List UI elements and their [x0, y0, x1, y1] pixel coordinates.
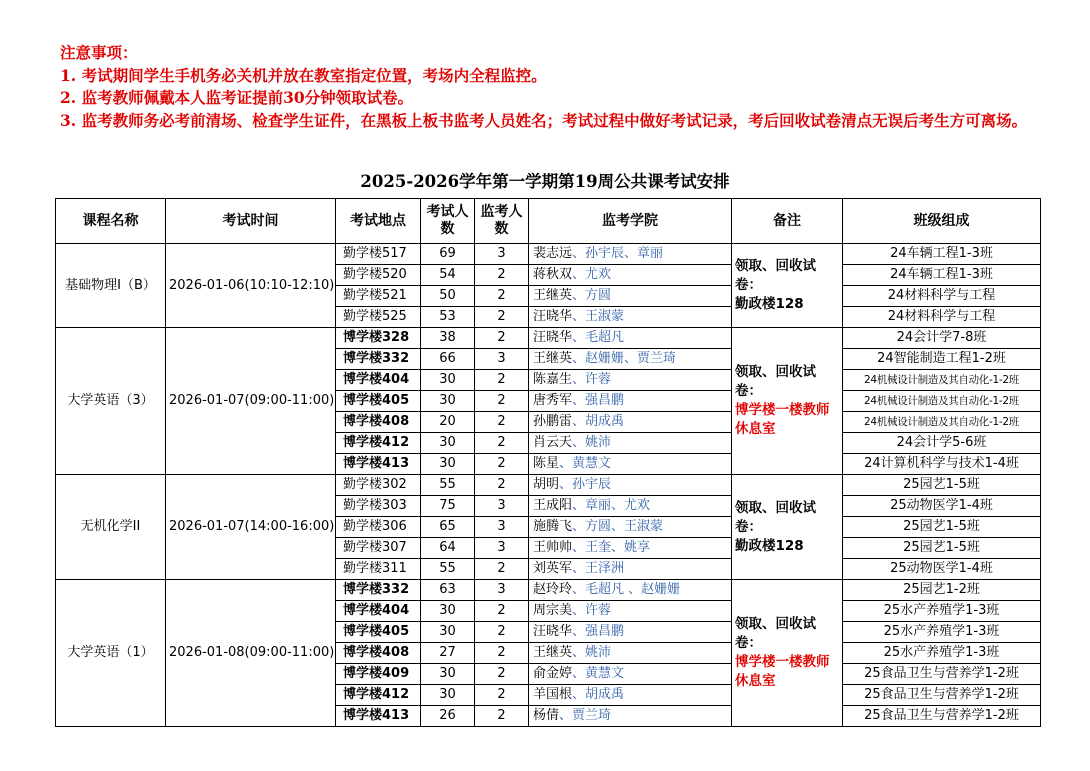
proctor-primary: 汪晓华 — [533, 624, 573, 639]
proctor-secondary: 姚沛 — [585, 435, 612, 450]
proctor-primary: 施腾飞 — [533, 519, 573, 534]
proctor-secondary: 孙宇辰 — [572, 477, 612, 492]
remark-cell — [732, 244, 843, 328]
proctor-secondary: 章丽、尤欢 — [585, 498, 651, 513]
page-title: 2025-2026学年第一学期第19周公共课考试安排 — [360, 172, 730, 191]
location-cell: 勤学楼517 — [336, 244, 421, 265]
name-separator: 、 — [559, 477, 573, 492]
class-composition-cell: 25水产养殖学1-3班 — [843, 643, 1041, 664]
proctor-count-cell: 2 — [475, 391, 529, 412]
header-time: 考试时间 — [166, 199, 336, 244]
class-composition-cell: 24机械设计制造及其自动化-1-2班 — [843, 412, 1041, 433]
class-composition-cell: 24车辆工程1-3班 — [843, 244, 1041, 265]
proctor-count-cell: 2 — [475, 265, 529, 286]
location-cell: 博学楼332 — [336, 580, 421, 601]
proctor-primary: 王继英 — [533, 288, 573, 303]
proctor-count-cell: 2 — [475, 307, 529, 328]
name-separator: 、 — [572, 687, 586, 702]
proctor-count-cell: 3 — [475, 244, 529, 265]
course-name-cell: 无机化学II — [56, 475, 166, 580]
remark-line: 领取、回收试卷： — [735, 364, 816, 399]
proctor-names-cell — [529, 517, 732, 538]
proctor-secondary: 尤欢 — [585, 267, 612, 282]
proctor-names-cell — [529, 706, 732, 727]
location-cell: 博学楼413 — [336, 454, 421, 475]
proctor-count-cell: 2 — [475, 286, 529, 307]
student-count-cell: 30 — [421, 601, 475, 622]
proctor-names-cell — [529, 433, 732, 454]
notice-item: 1. 考试期间学生手机务必关机并放在教室指定位置，考场内全程监控。 — [60, 65, 547, 85]
proctor-secondary: 许蓉 — [585, 372, 612, 387]
proctor-secondary: 许蓉 — [585, 603, 612, 618]
proctor-secondary: 黄慧文 — [585, 666, 625, 681]
proctor-names-cell — [529, 412, 732, 433]
proctor-names-cell — [529, 475, 732, 496]
class-composition-cell: 24材料科学与工程 — [843, 307, 1041, 328]
course-name-cell: 大学英语（1） — [56, 580, 166, 727]
student-count-cell: 55 — [421, 475, 475, 496]
header-college: 监考学院 — [529, 199, 732, 244]
proctor-names-cell — [529, 370, 732, 391]
notice-item: 3. 监考教师务必考前清场、检查学生证件，在黑板上板书监考人员姓名；考试过程中做好考试记录，考后回收试卷清点无误后考生方可离场。 — [60, 110, 1028, 130]
proctor-count-cell: 2 — [475, 685, 529, 706]
location-cell: 博学楼328 — [336, 328, 421, 349]
student-count-cell: 30 — [421, 433, 475, 454]
location-cell: 博学楼412 — [336, 685, 421, 706]
name-separator: 、 — [572, 624, 586, 639]
class-composition-cell: 24车辆工程1-3班 — [843, 265, 1041, 286]
student-count-cell: 27 — [421, 643, 475, 664]
location-cell: 勤学楼302 — [336, 475, 421, 496]
proctor-primary: 刘英军 — [533, 561, 573, 576]
student-count-cell: 69 — [421, 244, 475, 265]
proctor-primary: 杨倩 — [533, 708, 560, 723]
proctor-count-cell: 2 — [475, 559, 529, 580]
student-count-cell: 30 — [421, 685, 475, 706]
name-separator: 、 — [572, 309, 586, 324]
remark-line: 领取、回收试卷： — [735, 616, 816, 651]
proctor-primary: 陈星 — [533, 456, 560, 471]
proctor-count-cell: 2 — [475, 622, 529, 643]
header-students: 考试人数 — [421, 199, 475, 244]
name-separator: 、 — [572, 603, 586, 618]
name-separator: 、 — [572, 498, 586, 513]
class-composition-cell: 25动物医学1-4班 — [843, 559, 1041, 580]
proctor-secondary: 孙宇辰、章丽 — [585, 246, 664, 261]
proctor-count-cell: 2 — [475, 433, 529, 454]
student-count-cell: 63 — [421, 580, 475, 601]
class-composition-cell: 25园艺1-5班 — [843, 517, 1041, 538]
proctor-secondary: 王泽洲 — [585, 561, 625, 576]
location-cell: 勤学楼521 — [336, 286, 421, 307]
location-cell: 博学楼332 — [336, 349, 421, 370]
header-location: 考试地点 — [336, 199, 421, 244]
location-cell: 勤学楼520 — [336, 265, 421, 286]
proctor-primary: 陈嘉生 — [533, 372, 573, 387]
class-composition-cell: 24计算机科学与技术1-4班 — [843, 454, 1041, 475]
name-separator: 、 — [572, 435, 586, 450]
class-composition-cell: 25园艺1-5班 — [843, 475, 1041, 496]
student-count-cell: 26 — [421, 706, 475, 727]
proctor-names-cell — [529, 244, 732, 265]
table-row — [56, 580, 1041, 601]
location-cell: 博学楼408 — [336, 412, 421, 433]
remark-line: 领取、回收试卷： — [735, 499, 816, 535]
name-separator: 、 — [572, 288, 586, 303]
proctor-count-cell: 2 — [475, 370, 529, 391]
class-composition-cell: 25食品卫生与营养学1-2班 — [843, 706, 1041, 727]
proctor-secondary: 赵姗姗、贾兰琦 — [585, 351, 677, 366]
notice-heading: 注意事项： — [60, 43, 138, 62]
exam-time-cell: 2026-01-06(10:10-12:10) — [166, 244, 336, 328]
proctor-count-cell: 2 — [475, 664, 529, 685]
remark-cell — [732, 580, 843, 727]
class-composition-cell: 24机械设计制造及其自动化-1-2班 — [843, 391, 1041, 412]
student-count-cell: 30 — [421, 391, 475, 412]
exam-time-cell: 2026-01-08(09:00-11:00) — [166, 580, 336, 727]
exam-time-cell: 2026-01-07(09:00-11:00) — [166, 328, 336, 475]
name-separator: 、 — [559, 456, 573, 471]
name-separator: 、 — [572, 330, 586, 345]
proctor-count-cell: 2 — [475, 706, 529, 727]
header-row — [56, 199, 1041, 244]
location-cell: 博学楼405 — [336, 622, 421, 643]
location-cell: 博学楼404 — [336, 601, 421, 622]
proctor-names-cell — [529, 265, 732, 286]
proctor-count-cell: 2 — [475, 601, 529, 622]
class-composition-cell: 24会计学5-6班 — [843, 433, 1041, 454]
proctor-names-cell — [529, 349, 732, 370]
location-cell: 博学楼404 — [336, 370, 421, 391]
name-separator: 、 — [572, 393, 586, 408]
proctor-secondary: 王淑蒙 — [585, 309, 625, 324]
proctor-secondary: 胡成禹 — [585, 687, 625, 702]
proctor-count-cell: 2 — [475, 412, 529, 433]
location-cell: 勤学楼525 — [336, 307, 421, 328]
table-body — [56, 244, 1041, 727]
course-name-cell: 大学英语（3） — [56, 328, 166, 475]
proctor-count-cell: 3 — [475, 538, 529, 559]
proctor-secondary: 黄慧文 — [572, 456, 612, 471]
class-composition-cell: 25水产养殖学1-3班 — [843, 601, 1041, 622]
exam-time-cell: 2026-01-07(14:00-16:00) — [166, 475, 336, 580]
proctor-count-cell: 3 — [475, 517, 529, 538]
proctor-names-cell — [529, 391, 732, 412]
notice-item: 2. 监考教师佩戴本人监考证提前30分钟领取试卷。 — [60, 88, 414, 107]
name-separator: 、 — [572, 519, 586, 534]
class-composition-cell: 24会计学7-8班 — [843, 328, 1041, 349]
proctor-names-cell — [529, 307, 732, 328]
proctor-primary: 肖云天 — [533, 435, 573, 450]
proctor-count-cell: 2 — [475, 328, 529, 349]
proctor-primary: 王帅帅 — [533, 540, 573, 555]
student-count-cell: 55 — [421, 559, 475, 580]
proctor-primary: 孙鹏雷 — [533, 414, 573, 429]
student-count-cell: 66 — [421, 349, 475, 370]
proctor-primary: 王成阳 — [533, 498, 573, 513]
proctor-primary: 汪晓华 — [533, 309, 573, 324]
proctor-secondary: 毛超凡 — [585, 330, 625, 345]
proctor-names-cell — [529, 601, 732, 622]
proctor-secondary: 王奎、姚享 — [585, 540, 651, 555]
location-cell: 勤学楼303 — [336, 496, 421, 517]
proctor-primary: 蒋秋双 — [533, 267, 573, 282]
remark-cell — [732, 328, 843, 475]
proctor-primary: 唐秀军 — [533, 393, 573, 408]
proctor-primary: 汪晓华 — [533, 330, 573, 345]
class-composition-cell: 25食品卫生与营养学1-2班 — [843, 664, 1041, 685]
proctor-names-cell — [529, 538, 732, 559]
proctor-names-cell — [529, 622, 732, 643]
proctor-primary: 俞金婷 — [533, 666, 573, 681]
proctor-names-cell — [529, 559, 732, 580]
remark-location: 勤政楼128 — [735, 537, 804, 554]
proctor-names-cell — [529, 643, 732, 664]
proctor-secondary: 贾兰琦 — [572, 708, 612, 723]
location-cell: 博学楼405 — [336, 391, 421, 412]
proctor-count-cell: 2 — [475, 643, 529, 664]
name-separator: 、 — [572, 351, 586, 366]
proctor-names-cell — [529, 685, 732, 706]
proctor-names-cell — [529, 454, 732, 475]
location-cell: 勤学楼307 — [336, 538, 421, 559]
location-cell: 博学楼412 — [336, 433, 421, 454]
name-separator: 、 — [572, 666, 586, 681]
class-composition-cell: 25动物医学1-4班 — [843, 496, 1041, 517]
class-composition-cell: 24机械设计制造及其自动化-1-2班 — [843, 370, 1041, 391]
remark-cell — [732, 475, 843, 580]
student-count-cell: 30 — [421, 622, 475, 643]
name-separator: 、 — [572, 645, 586, 660]
location-cell: 勤学楼306 — [336, 517, 421, 538]
course-name-cell: 基础物理I（B） — [56, 244, 166, 328]
table-row — [56, 244, 1041, 265]
proctor-primary: 胡明 — [533, 477, 560, 492]
proctor-names-cell — [529, 664, 732, 685]
proctor-count-cell: 3 — [475, 496, 529, 517]
proctor-secondary: 姚沛 — [585, 645, 612, 660]
proctor-secondary: 胡成禹 — [585, 414, 625, 429]
notice-block — [60, 42, 1035, 132]
proctor-names-cell — [529, 580, 732, 601]
proctor-secondary: 毛超凡 、赵姗姗 — [585, 582, 681, 597]
location-cell: 博学楼413 — [336, 706, 421, 727]
proctor-count-cell: 2 — [475, 454, 529, 475]
location-cell: 博学楼409 — [336, 664, 421, 685]
name-separator: 、 — [572, 246, 586, 261]
proctor-secondary: 方圆、王淑蒙 — [585, 519, 664, 534]
class-composition-cell: 25园艺1-2班 — [843, 580, 1041, 601]
student-count-cell: 64 — [421, 538, 475, 559]
name-separator: 、 — [572, 582, 586, 597]
proctor-count-cell: 3 — [475, 349, 529, 370]
proctor-primary: 赵玲玲 — [533, 582, 573, 597]
name-separator: 、 — [559, 708, 573, 723]
name-separator: 、 — [572, 561, 586, 576]
student-count-cell: 20 — [421, 412, 475, 433]
proctor-names-cell — [529, 286, 732, 307]
student-count-cell: 65 — [421, 517, 475, 538]
class-composition-cell: 24材料科学与工程 — [843, 286, 1041, 307]
proctor-count-cell: 3 — [475, 580, 529, 601]
student-count-cell: 54 — [421, 265, 475, 286]
proctor-primary: 王继英 — [533, 351, 573, 366]
student-count-cell: 53 — [421, 307, 475, 328]
student-count-cell: 30 — [421, 664, 475, 685]
table-row — [56, 328, 1041, 349]
name-separator: 、 — [572, 414, 586, 429]
class-composition-cell: 24智能制造工程1-2班 — [843, 349, 1041, 370]
student-count-cell: 50 — [421, 286, 475, 307]
proctor-secondary: 方圆 — [585, 288, 612, 303]
name-separator: 、 — [572, 372, 586, 387]
header-classes: 班级组成 — [843, 199, 1041, 244]
student-count-cell: 38 — [421, 328, 475, 349]
exam-schedule-table — [55, 198, 1041, 727]
remark-location: 博学楼一楼教师休息室 — [735, 402, 830, 437]
name-separator: 、 — [572, 267, 586, 282]
proctor-primary: 周宗美 — [533, 603, 573, 618]
header-course: 课程名称 — [56, 199, 166, 244]
location-cell: 勤学楼311 — [336, 559, 421, 580]
student-count-cell: 75 — [421, 496, 475, 517]
location-cell: 博学楼408 — [336, 643, 421, 664]
proctor-primary: 羊国根 — [533, 687, 573, 702]
student-count-cell: 30 — [421, 370, 475, 391]
header-remark: 备注 — [732, 199, 843, 244]
proctor-secondary: 强昌鹏 — [585, 624, 625, 639]
table-row — [56, 475, 1041, 496]
remark-line: 领取、回收试卷： — [735, 258, 816, 293]
header-proctor-count: 监考人数 — [475, 199, 529, 244]
class-composition-cell: 25园艺1-5班 — [843, 538, 1041, 559]
proctor-primary: 裴志远 — [533, 246, 573, 261]
student-count-cell: 30 — [421, 454, 475, 475]
proctor-names-cell — [529, 496, 732, 517]
proctor-count-cell: 2 — [475, 475, 529, 496]
name-separator: 、 — [572, 540, 586, 555]
remark-location: 博学楼一楼教师休息室 — [735, 654, 830, 689]
remark-location: 勤政楼128 — [735, 296, 804, 312]
class-composition-cell: 25食品卫生与营养学1-2班 — [843, 685, 1041, 706]
proctor-primary: 王继英 — [533, 645, 573, 660]
proctor-secondary: 强昌鹏 — [585, 393, 625, 408]
class-composition-cell: 25水产养殖学1-3班 — [843, 622, 1041, 643]
proctor-names-cell — [529, 328, 732, 349]
